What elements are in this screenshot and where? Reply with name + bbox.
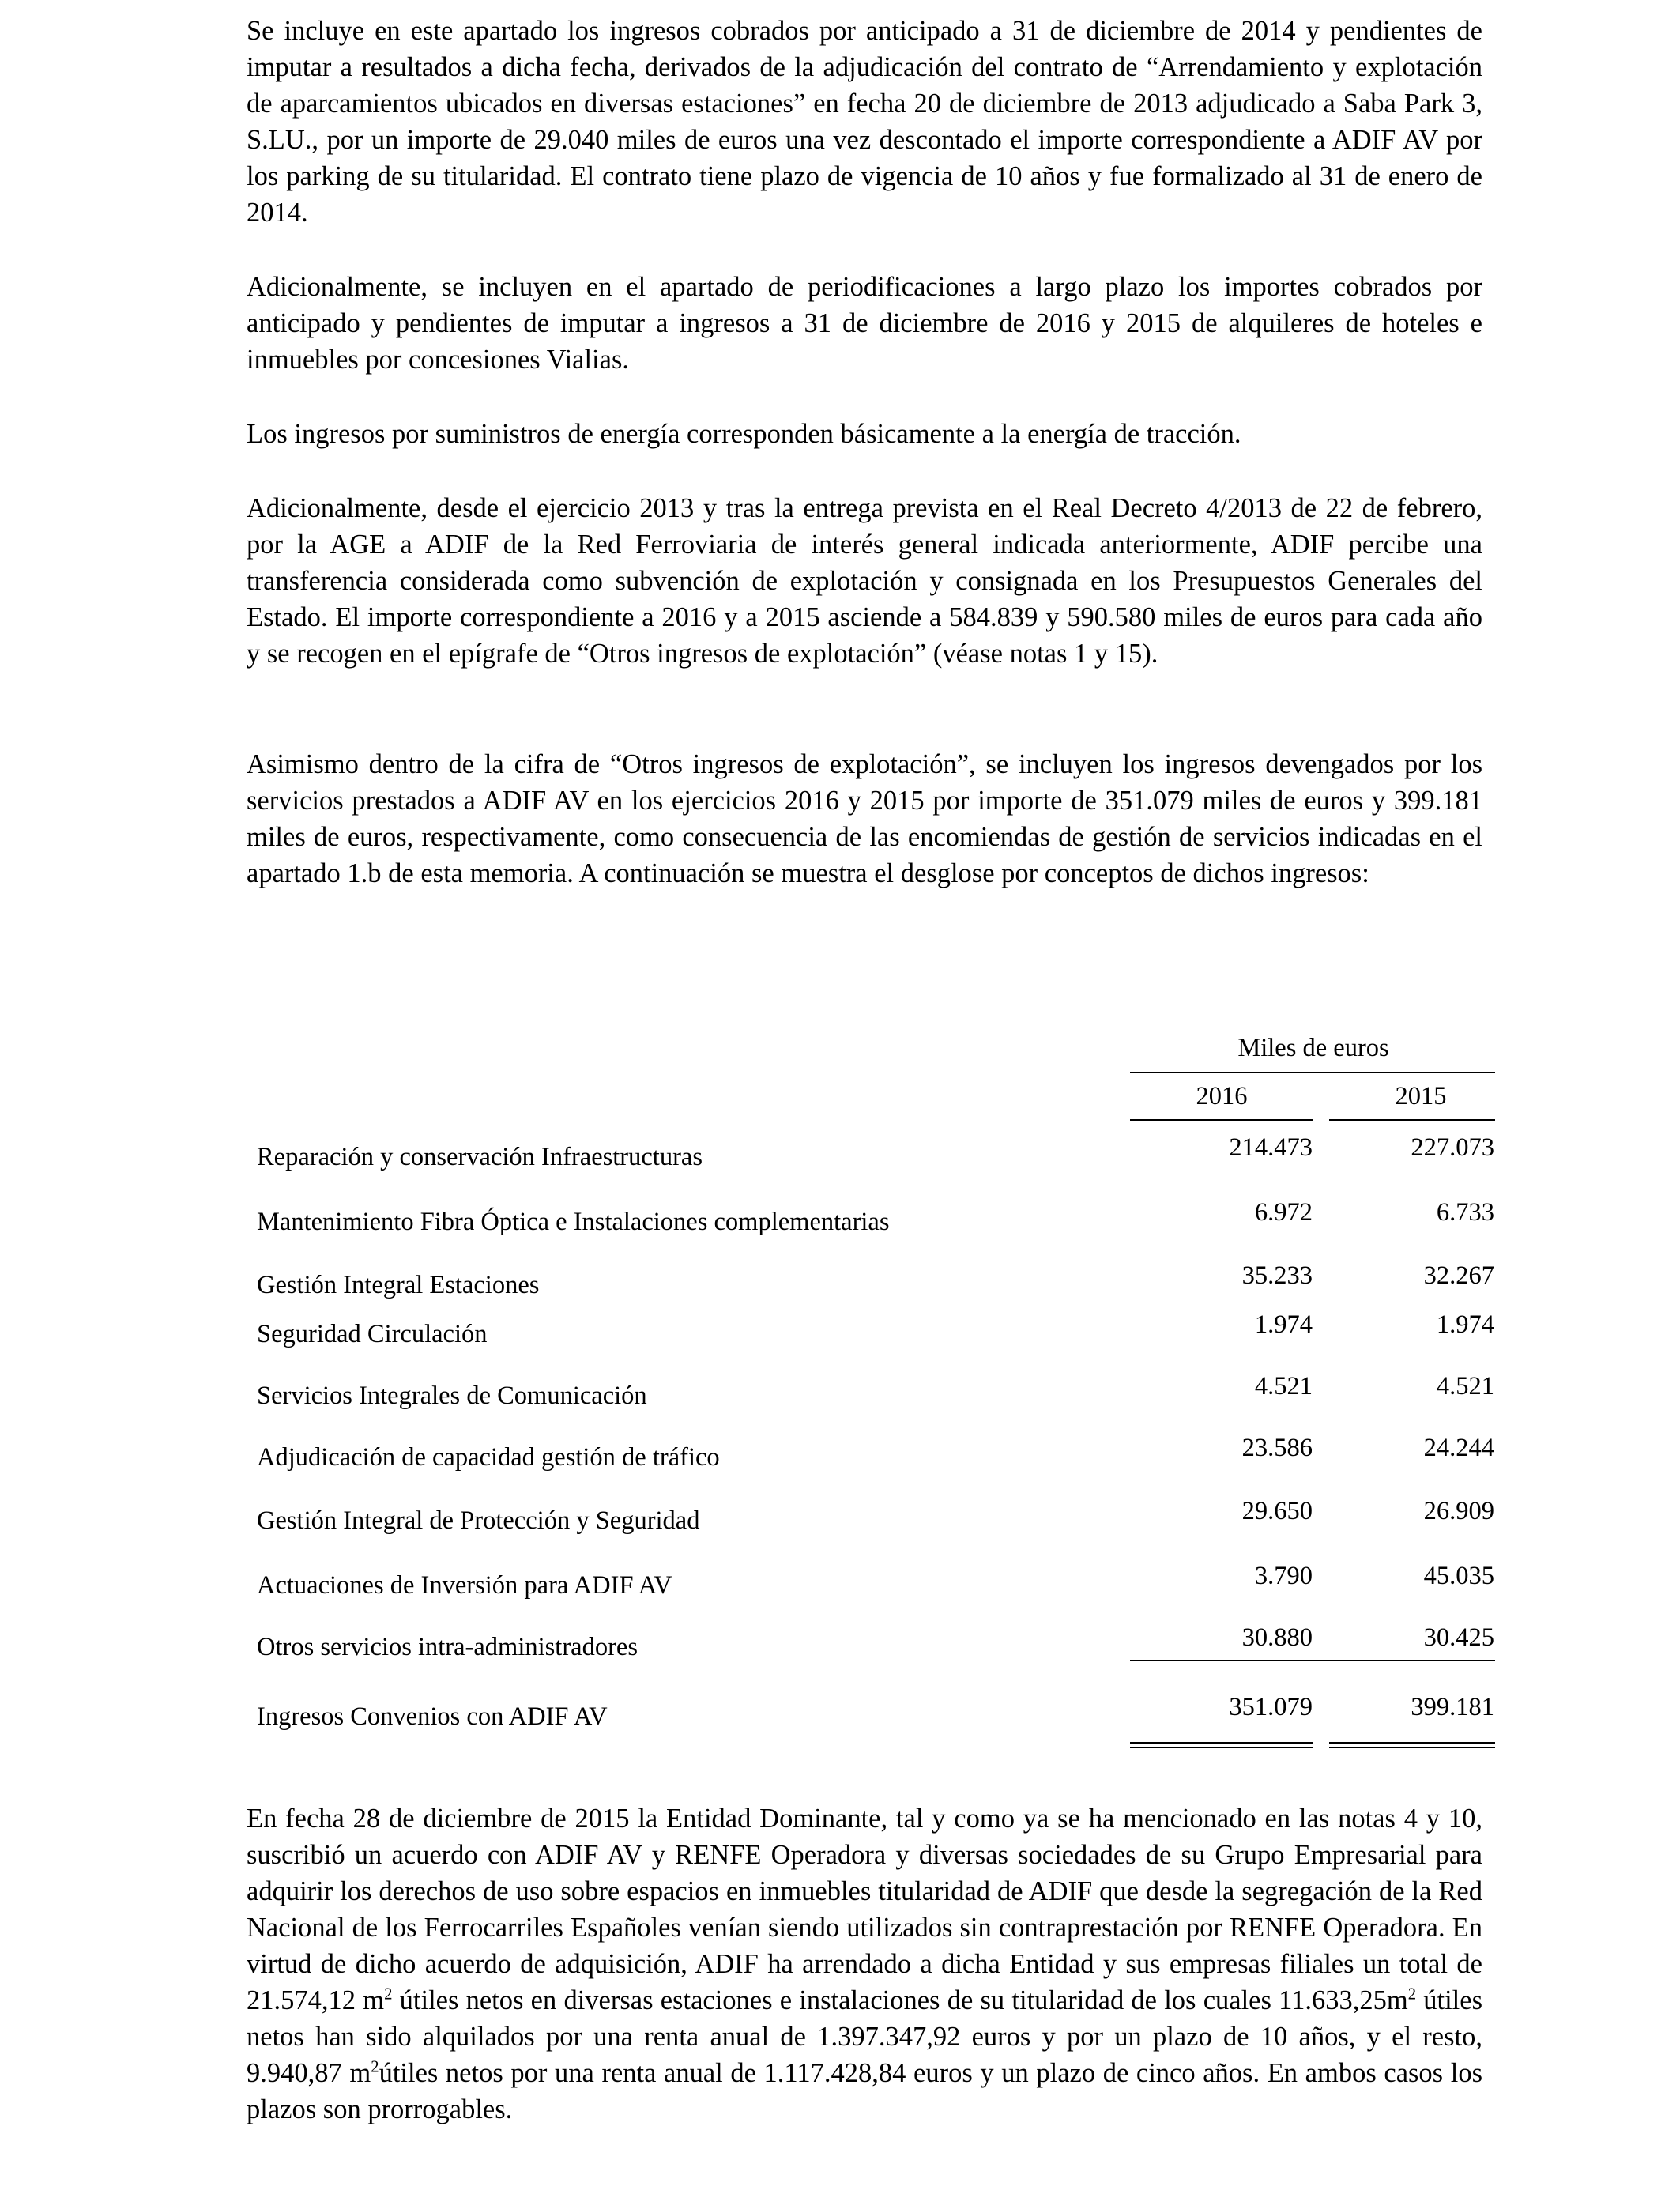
row-label: Seguridad Circulación <box>257 1320 488 1348</box>
total-2016-double-rule-bottom <box>1130 1747 1313 1748</box>
row-label: Servicios Integrales de Comunicación <box>257 1382 647 1410</box>
value-2016: 6.972 <box>1254 1198 1313 1227</box>
paragraph-operating-subsidy: Adicionalmente, desde el ejercicio 2013 y tras la entrega prevista en el Real Decreto 4/2013 de 22 de febrero, por la AGE a ADIF de la Red Ferroviaria de interés general indicada anteriormente, ADIF percibe una transferencia considerada como subvención de explotación y consignada en los Presupuestos Generales del Estado. El importe correspondiente a 2016 y a 2015 asciende a 584.839 y 590.580 miles de euros para cada año y se recogen en el epígrafe de “Otros ingresos de explotación” (véase notas 1 y 15). <box>247 493 1482 669</box>
total-label: Ingresos Convenios con ADIF AV <box>257 1702 608 1731</box>
paragraph-energy-income: Los ingresos por suministros de energía corresponden básicamente a la energía de tracción. <box>247 419 1241 449</box>
year-2015-header: 2015 <box>1395 1082 1447 1110</box>
value-2016: 35.233 <box>1241 1261 1313 1290</box>
row-label: Gestión Integral Estaciones <box>257 1271 540 1299</box>
row-label: Gestión Integral de Protección y Seguridad <box>257 1506 700 1535</box>
year-2015-rule <box>1329 1119 1495 1121</box>
value-2015: 24.244 <box>1423 1434 1494 1462</box>
superscript-squared: 2 <box>371 2058 379 2076</box>
value-2015: 32.267 <box>1423 1261 1494 1290</box>
value-2016: 23.586 <box>1241 1434 1313 1462</box>
subtotal-rule <box>1130 1660 1495 1661</box>
paragraph-long-term-accruals: Adicionalmente, se incluyen en el apartado de periodificaciones a largo plazo los importes cobrados por anticipado y pendientes de imputar a ingresos a 31 de diciembre de 2016 y 2015 de alquileres de hoteles e inmuebles por concesiones Vialias. <box>247 272 1482 375</box>
value-2016: 29.650 <box>1241 1497 1313 1525</box>
superscript-squared: 2 <box>1407 1985 1417 2004</box>
value-2015: 26.909 <box>1423 1497 1494 1525</box>
year-2016-rule <box>1130 1119 1313 1121</box>
lease-text-part-4: útiles netos por una renta anual de 1.117.428,84 euros y un plazo de cinco años. En ambos casos los plazos son prorrogables. <box>247 2058 1482 2124</box>
total-2015-double-rule-bottom <box>1329 1747 1495 1748</box>
total-value-2016: 351.079 <box>1229 1693 1313 1721</box>
year-2016-header: 2016 <box>1196 1082 1248 1110</box>
value-2016: 1.974 <box>1254 1310 1313 1339</box>
total-2016-double-rule-top <box>1130 1742 1313 1744</box>
row-label: Adjudicación de capacidad gestión de tráfico <box>257 1443 720 1472</box>
total-2015-double-rule-top <box>1329 1742 1495 1744</box>
value-2015: 6.733 <box>1436 1198 1494 1227</box>
table-unit-header: Miles de euros <box>1237 1034 1389 1062</box>
value-2015: 227.073 <box>1411 1133 1494 1162</box>
value-2016: 214.473 <box>1229 1133 1313 1162</box>
lease-text-part-3: útiles netos han sido alquilados por una renta anual de 1.397.347,92 euros y por un plazo de 10 años, y el resto, 9.940,87 m <box>247 1985 1483 2088</box>
lease-text-part-2: útiles netos en diversas estaciones e instalaciones de su titularidad de los cuales 11.633,25m <box>392 1985 1408 2015</box>
value-2015: 4.521 <box>1436 1372 1494 1400</box>
lease-text-part-1: En fecha 28 de diciembre de 2015 la Entidad Dominante, tal y como ya se ha mencionado en las notas 4 y 10, suscribió un acuerdo con ADIF AV y RENFE Operadora y diversas sociedades de su Grupo Empresarial para adquirir los derechos de uso sobre espacios en inmuebles titularidad de ADIF que desde la segregación de la Red Nacional de los Ferrocarriles Españoles venían siendo utilizados sin contraprestación por RENFE Operadora. En virtud de dicho acuerdo de adquisición, ADIF ha arrendado a dicha Entidad y sus empresas filiales un total de 21.574,12 m <box>247 1804 1482 2015</box>
value-2016: 4.521 <box>1254 1372 1313 1400</box>
paragraph-parking-income: Se incluye en este apartado los ingresos cobrados por anticipado a 31 de diciembre de 2014 y pendientes de imputar a resultados a dicha fecha, derivados de la adjudicación del contrato de “Arrendamiento y explotación de aparcamientos ubicados en diversas estaciones” en fecha 20 de diciembre de 2013 adjudicado a Saba Park 3, S.LU., por un importe de 29.040 miles de euros una vez descontado el importe correspondiente a ADIF AV por los parking de su titularidad. El contrato tiene plazo de vigencia de 10 años y fue formalizado al 31 de enero de 2014. <box>247 16 1482 228</box>
row-label: Mantenimiento Fibra Óptica e Instalaciones complementarias <box>257 1208 890 1236</box>
row-label: Actuaciones de Inversión para ADIF AV <box>257 1571 672 1600</box>
row-label: Reparación y conservación Infraestructuras <box>257 1143 703 1171</box>
value-2015: 45.035 <box>1423 1562 1494 1590</box>
header-rule <box>1130 1072 1495 1073</box>
value-2015: 1.974 <box>1436 1310 1494 1339</box>
row-label: Otros servicios intra-administradores <box>257 1633 638 1661</box>
paragraph-adif-av-services: Asimismo dentro de la cifra de “Otros ingresos de explotación”, se incluyen los ingresos devengados por los servicios prestados a ADIF AV en los ejercicios 2016 y 2015 por importe de 351.079 miles de euros y 399.181 miles de euros, respectivamente, como consecuencia de las encomiendas de gestión de servicios indicadas en el apartado 1.b de esta memoria. A continuación se muestra el desglose por conceptos de dichos ingresos: <box>247 749 1482 888</box>
total-value-2015: 399.181 <box>1411 1693 1494 1721</box>
paragraph-renfe-lease-agreement <box>247 1800 1482 2128</box>
value-2015: 30.425 <box>1423 1623 1494 1652</box>
value-2016: 3.790 <box>1254 1562 1313 1590</box>
value-2016: 30.880 <box>1241 1623 1313 1652</box>
superscript-squared: 2 <box>384 1985 393 2004</box>
